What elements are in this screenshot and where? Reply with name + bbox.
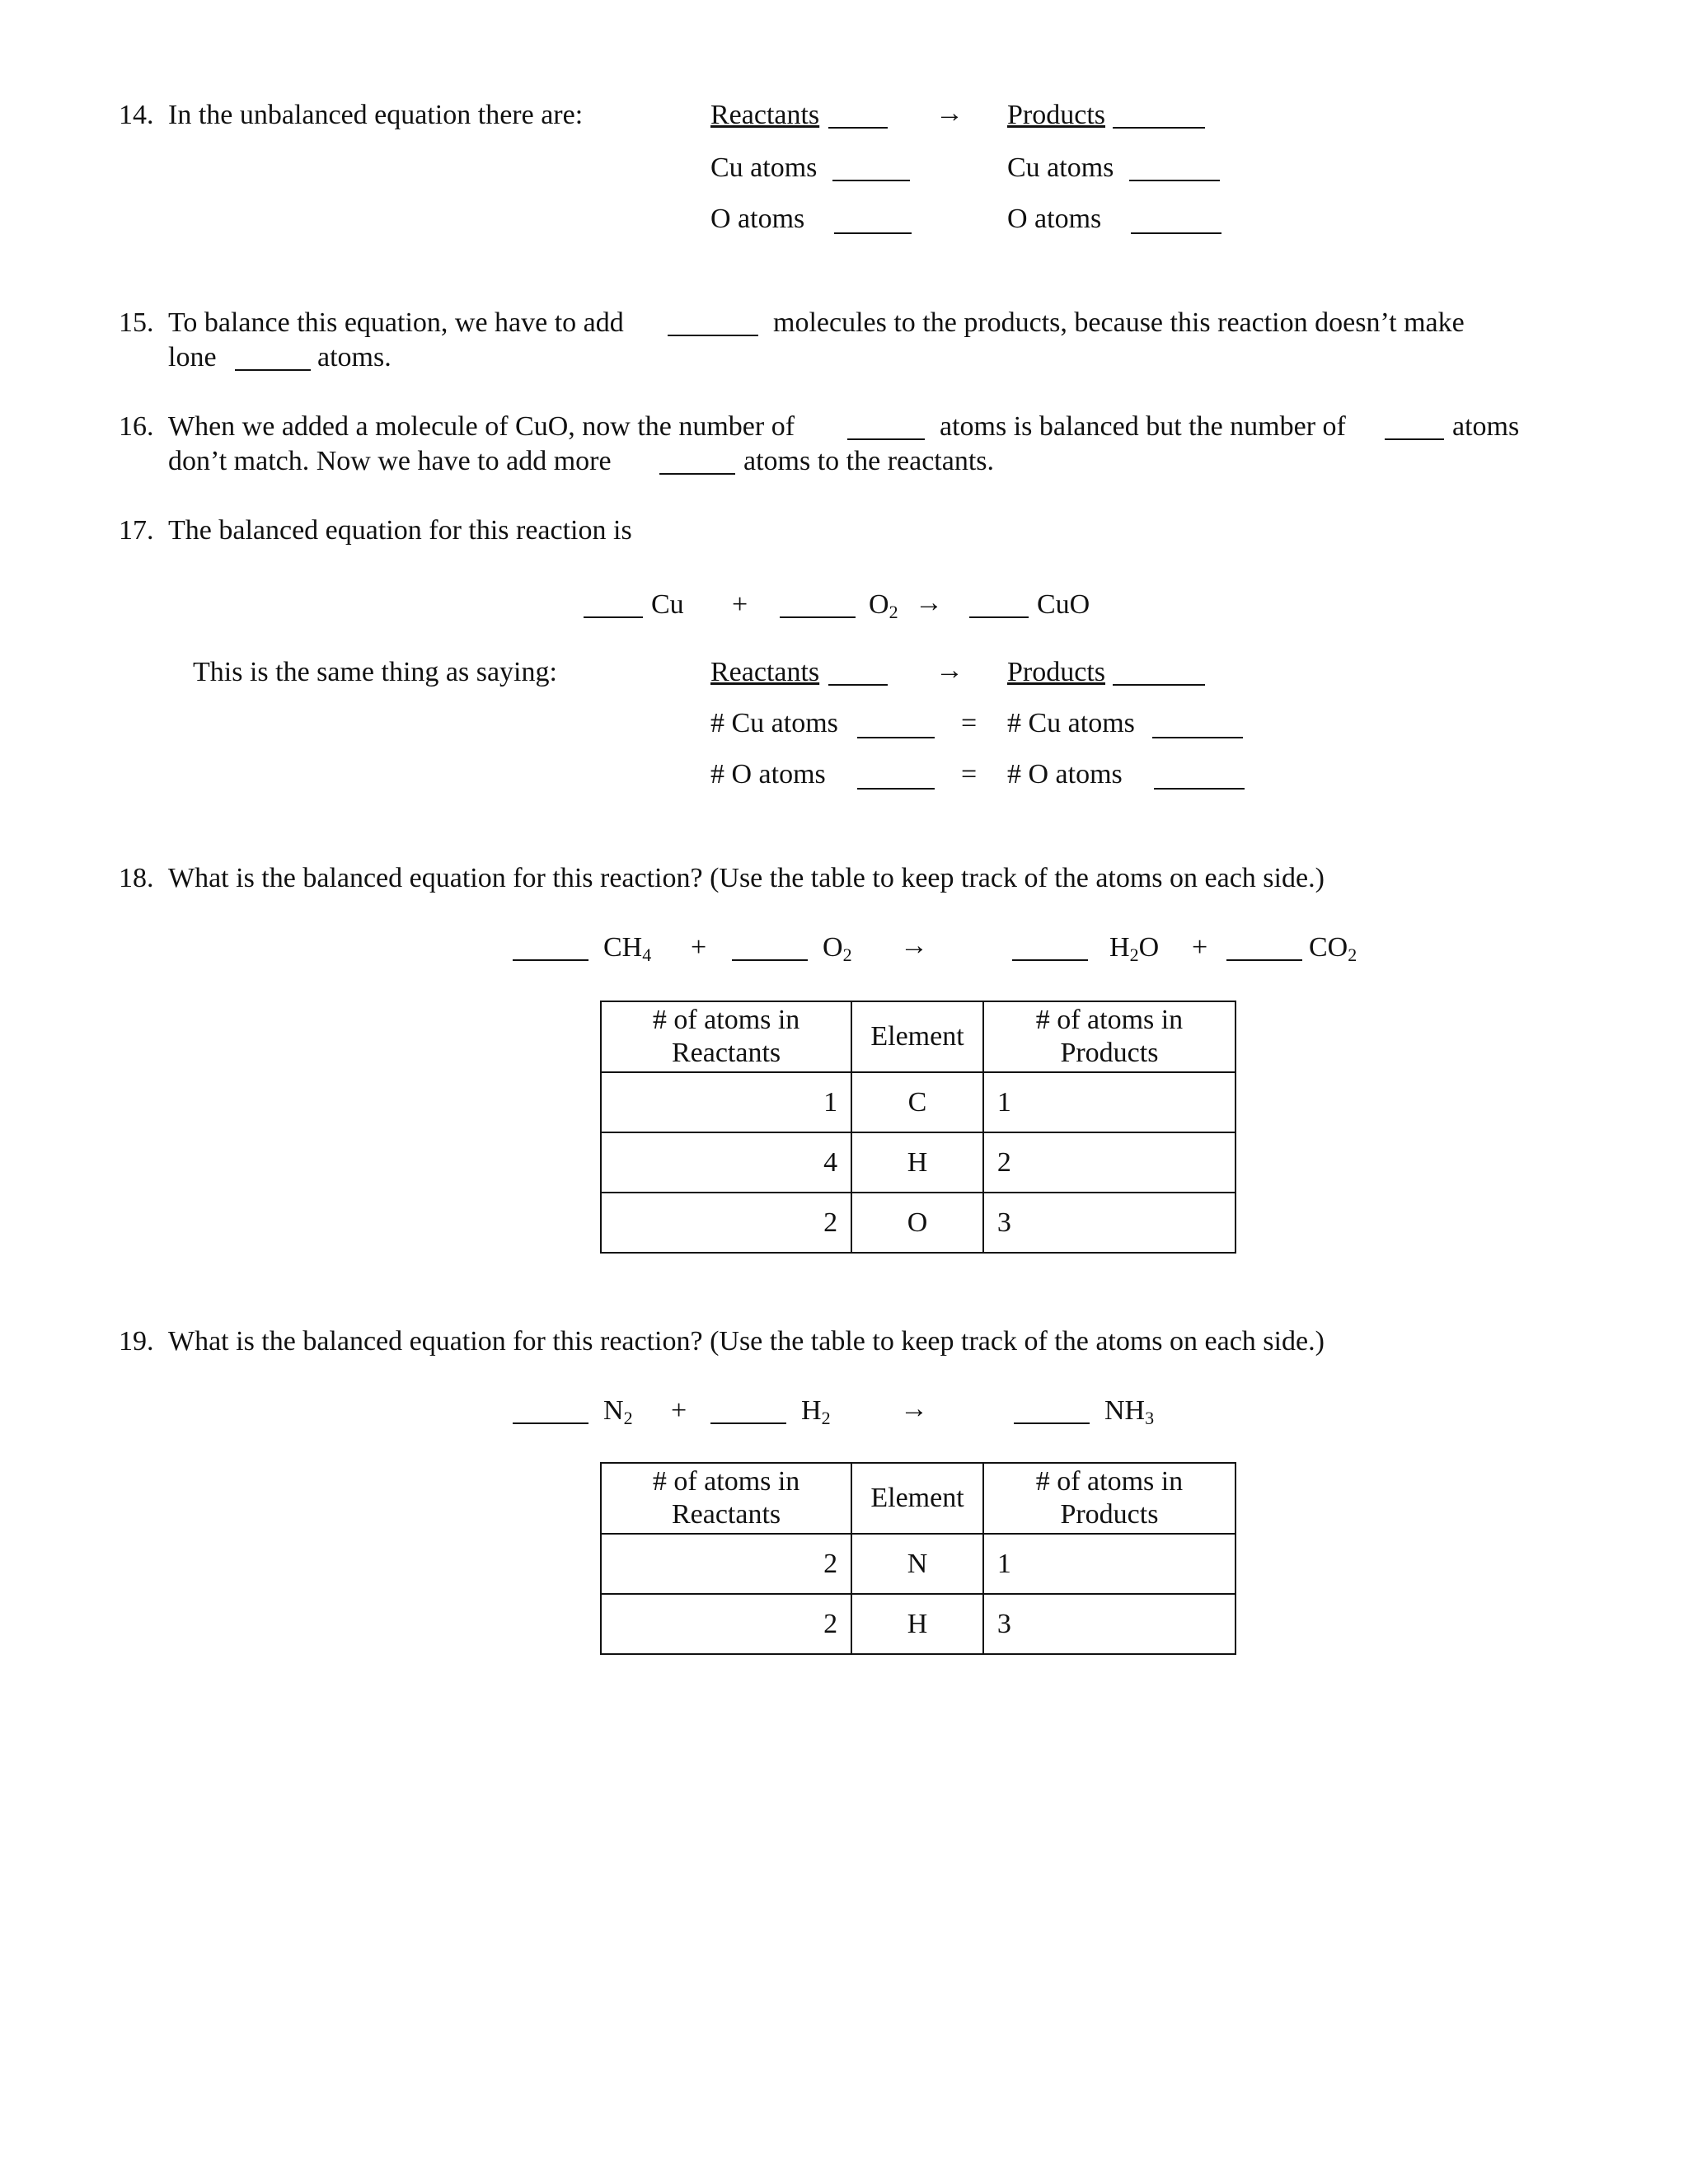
reactants-count[interactable]: 4 [601, 1132, 851, 1193]
q14-text: In the unbalanced equation there are: [168, 100, 584, 130]
products-count[interactable]: 1 [983, 1072, 1236, 1132]
q16-blank-2[interactable] [1385, 438, 1444, 440]
q17-equals-2: = [961, 759, 978, 790]
products-count[interactable]: 3 [983, 1193, 1236, 1253]
q17-products-label: Products [1007, 657, 1105, 687]
q17-reactants-blank[interactable] [828, 684, 888, 686]
q18-text: What is the balanced equation for this reaction? (Use the table to keep track of the atoms on each side.) [168, 863, 1325, 893]
header-reactants: # of atoms in Reactants [601, 1463, 851, 1534]
q18-o2: $O_2$ [823, 932, 852, 965]
q19-nh3: $NH_3$ [1104, 1395, 1155, 1428]
q16-line1-b: atoms is balanced but the number of [940, 411, 1346, 442]
q17-same-text: This is the same thing as saying: [193, 657, 557, 687]
q15-blank-2[interactable] [235, 369, 311, 371]
q17-o2: $O_2$ [869, 589, 898, 622]
q17-arrow-2: → [935, 655, 964, 686]
q14-o-reactants-label: O atoms [710, 204, 805, 234]
table-row [601, 1534, 1236, 1594]
products-count[interactable]: 3 [983, 1594, 1236, 1654]
q14-o-products-label: O atoms [1007, 204, 1102, 234]
q15-blank-1[interactable] [668, 335, 758, 336]
table-header-row [601, 1001, 1236, 1072]
q15-line2-a: lone [168, 342, 217, 373]
q17-cu-reactants-label: # Cu atoms [710, 708, 838, 738]
q14-cu-reactants-blank[interactable] [832, 180, 910, 181]
q17-cu-reactants-blank[interactable] [857, 737, 935, 738]
q18-ch4: $CH_4$ [603, 932, 652, 965]
header-element: Element [851, 1463, 983, 1534]
table-row [601, 1594, 1236, 1654]
q19-text: What is the balanced equation for this reaction? (Use the table to keep track of the atoms on each side.) [168, 1326, 1325, 1357]
q17-plus: + [732, 589, 748, 620]
q17-number: 17. [119, 515, 154, 546]
header-element: Element [851, 1001, 983, 1072]
q19-n2-coef-blank[interactable] [513, 1422, 588, 1424]
reactants-count[interactable]: 2 [601, 1534, 851, 1594]
q16-blank-3[interactable] [659, 473, 735, 475]
q18-o2-coef-blank[interactable] [732, 959, 808, 961]
q14-reactants-blank[interactable] [828, 127, 888, 129]
reactants-count[interactable]: 2 [601, 1594, 851, 1654]
q19-atom-table [600, 1462, 1236, 1655]
q17-cuo: CuO [1037, 589, 1090, 620]
q17-cuo-coef-blank[interactable] [969, 616, 1029, 618]
q14-products-label: Products [1007, 100, 1105, 130]
q18-ch4-coef-blank[interactable] [513, 959, 588, 961]
q14-o-reactants-blank[interactable] [834, 232, 912, 234]
q17-products-blank[interactable] [1113, 684, 1205, 686]
q18-co2-coef-blank[interactable] [1226, 959, 1302, 961]
element-symbol: H [851, 1594, 983, 1654]
q15-line1-a: To balance this equation, we have to add [168, 307, 624, 338]
q17-o-products-blank[interactable] [1154, 788, 1245, 790]
header-products: # of atoms in Products [983, 1001, 1236, 1072]
q14-products-blank[interactable] [1113, 127, 1205, 129]
q17-o-products-label: # O atoms [1007, 759, 1123, 790]
q18-arrow: → [900, 930, 928, 961]
q15-line1-b: molecules to the products, because this reaction doesn’t make [773, 307, 1465, 338]
q18-h2o-coef-blank[interactable] [1012, 959, 1088, 961]
q16-number: 16. [119, 411, 154, 442]
reactants-count[interactable]: 1 [601, 1072, 851, 1132]
q14-number: 14. [119, 100, 154, 130]
q17-cu-products-blank[interactable] [1152, 737, 1243, 738]
q19-n2: $N_2$ [603, 1395, 633, 1428]
table-header-row [601, 1463, 1236, 1534]
q17-cu-coef-blank[interactable] [584, 616, 643, 618]
q17-cu: Cu [651, 589, 684, 620]
q16-line1-a: When we added a molecule of CuO, now the number of [168, 411, 795, 442]
q18-plus-2: + [1192, 932, 1208, 963]
q17-equals-1: = [961, 708, 978, 738]
q14-o-products-blank[interactable] [1131, 232, 1221, 234]
table-row [601, 1193, 1236, 1253]
element-symbol: H [851, 1132, 983, 1193]
q19-plus: + [671, 1395, 687, 1426]
header-products: # of atoms in Products [983, 1463, 1236, 1534]
element-symbol: N [851, 1534, 983, 1594]
table-row [601, 1072, 1236, 1132]
q18-h2o: $H_2O$ [1109, 932, 1160, 965]
q18-number: 18. [119, 863, 154, 893]
q18-co2: $CO_2$ [1309, 932, 1357, 965]
q16-line1-c: atoms [1452, 411, 1520, 442]
q14-cu-reactants-label: Cu atoms [710, 152, 818, 183]
q18-atom-table [600, 1001, 1236, 1254]
q14-arrow: → [935, 98, 964, 129]
q16-line2-b: atoms to the reactants. [743, 446, 995, 476]
q14-cu-products-label: Cu atoms [1007, 152, 1114, 183]
q16-blank-1[interactable] [847, 438, 925, 440]
q17-arrow: → [915, 588, 943, 618]
table-row [601, 1132, 1236, 1193]
q15-number: 15. [119, 307, 154, 338]
products-count[interactable]: 1 [983, 1534, 1236, 1594]
q17-o2-coef-blank[interactable] [780, 616, 856, 618]
q15-line2-b: atoms. [317, 342, 392, 373]
products-count[interactable]: 2 [983, 1132, 1236, 1193]
q18-plus-1: + [691, 932, 707, 963]
q14-cu-products-blank[interactable] [1129, 180, 1220, 181]
reactants-count[interactable]: 2 [601, 1193, 851, 1253]
q19-arrow: → [900, 1394, 928, 1424]
q19-nh3-coef-blank[interactable] [1014, 1422, 1090, 1424]
q19-number: 19. [119, 1326, 154, 1357]
q17-text: The balanced equation for this reaction is [168, 515, 632, 546]
q17-reactants-label: Reactants [710, 657, 820, 687]
q17-cu-products-label: # Cu atoms [1007, 708, 1135, 738]
q17-o-reactants-label: # O atoms [710, 759, 826, 790]
q19-h2: $H_2$ [801, 1395, 831, 1428]
header-reactants: # of atoms in Reactants [601, 1001, 851, 1072]
element-symbol: O [851, 1193, 983, 1253]
q14-reactants-label: Reactants [710, 100, 820, 130]
q16-line2-a: don’t match. Now we have to add more [168, 446, 612, 476]
q17-o-reactants-blank[interactable] [857, 788, 935, 790]
element-symbol: C [851, 1072, 983, 1132]
q19-h2-coef-blank[interactable] [710, 1422, 786, 1424]
